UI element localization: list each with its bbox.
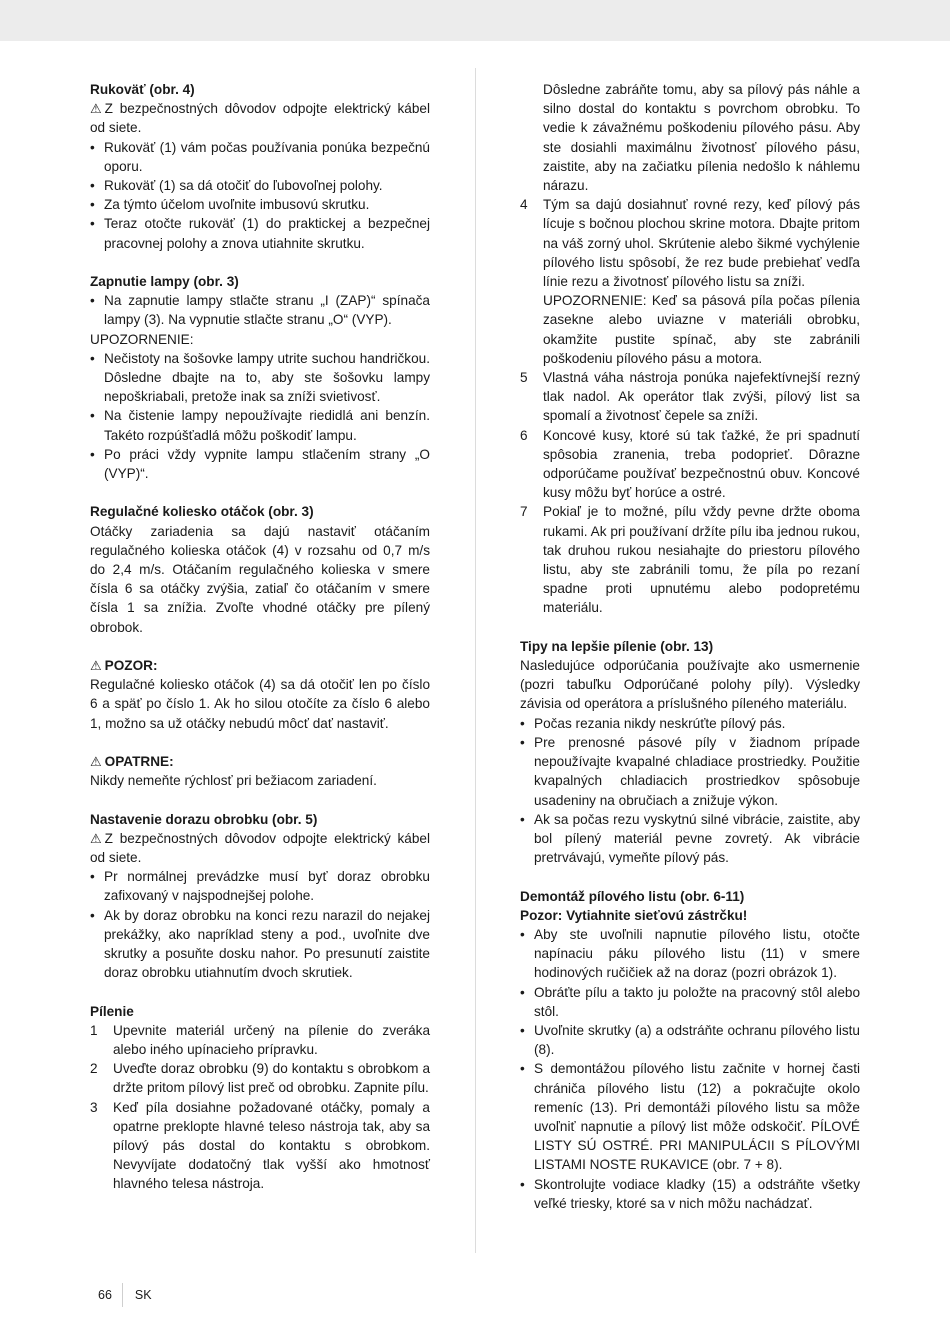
list-item: • Obráťte pílu a takto ju položte na pracovný stôl alebo stôl. (520, 984, 860, 1019)
section-blade-removal (520, 887, 860, 1213)
paragraph: Nasledujúce odporúčania používajte ako usmernenie (pozri tabuľku Odporúčané polohy píly). Výsledky závisia od operátora a príslušného píleného materiálu. (520, 658, 860, 712)
section-sawing-continued (520, 80, 860, 618)
section-subtitle: Pozor: Vytiahnite sieťovú zástrčku! (520, 907, 748, 923)
list-item: • Na zapnutie lampy stlačte stranu „I (ZAP)“ spínača lampy (3). Na vypnutie stlačte stranu „O“ (VYP). (90, 293, 430, 328)
page-footer (98, 1283, 152, 1307)
paragraph: Regulačné koliesko otáčok (4) sa dá otočiť len po číslo 6 a späť po číslo 1. Ak ho silou otočíte za číslo 6 alebo 1, možno sa už otáčky nebudú môcť dať nastaviť. (90, 677, 430, 731)
section-speed-control (90, 502, 430, 636)
warning-triangle-icon: ⚠ (90, 101, 102, 117)
paragraph: Otáčky zariadenia sa dajú nastaviť otáčaním regulačného kolieska otáčok (4) v rozsahu od 0,7 m/s do 2,4 m/s. Otáčaním regulačného kolieska v smere čísla 6 sa otáčky zvýšia, zatiaľ čo otáčaním v smere čísla 1 sa znížia. Zvoľte vhodné otáčky pre pílený obrobok. (90, 523, 430, 635)
list-item: • Rukoväť (1) vám počas používania ponúka bezpečnú oporu. (90, 139, 430, 174)
language-code: SK (134, 1288, 152, 1302)
list-item: • Teraz otočte rukoväť (1) do praktickej a bezpečnej pracovnej polohy a znova utiahnite skrutku. (90, 216, 430, 251)
numbered-item: 2 Uveďte doraz obrobku (9) do kontaktu s obrobkom a držte pritom pílový list preč od obrobku. Zapnite pílu. (90, 1061, 430, 1096)
section-tips (520, 637, 860, 867)
section-title: Demontáž pílového listu (obr. 6-11) (520, 888, 745, 904)
column-divider (475, 68, 476, 1253)
numbered-item: 5 Vlastná váha nástroja ponúka najefektívnejší rezný tlak nadol. Ak operátor tlak zvýši, pílový list sa spomalí a životnosť čepele sa zníži. (520, 370, 860, 424)
list-item: • Po práci vždy vypnite lampu stlačením strany „O (VYP)“. (90, 446, 430, 482)
left-column (90, 80, 430, 1213)
numbered-item: 6 Koncové kusy, ktoré sú tak ťažké, že pri spadnutí spôsobia zranenia, treba podoprieť. Dôrazne odporúčame používať bezpečnostnú obuv. Koncové kusy môžu byť horúce a ostré. (520, 427, 860, 501)
list-item: • Ak by doraz obrobku na konci rezu narazil do nejakej prekážky, ako napríklad steny a pod., uvoľnite dve skrutky a posuňte dosku nahor. Po presunutí zaistite doraz obrobku utiahnutím dvoch skrutiek. (90, 907, 430, 981)
section-sawing (90, 1002, 430, 1194)
section-title: Pílenie (90, 1003, 134, 1019)
warning-text: Z bezpečnostných dôvodov odpojte elektrický kábel od siete. (90, 101, 430, 136)
warning-paragraph: ⚠ Z bezpečnostných dôvodov odpojte elektrický kábel od siete. (90, 830, 430, 866)
list-item: • S demontážou pílového listu začnite v hornej časti chrániča pílového listu (12) a pokračujte okolo remeníc (13). Pri demontáži pílového listu sa môže uvoľniť napnutie a pílový list môže odskočiť. PÍLOVÉ LISTY SÚ OSTRÉ. PRI MANIPULÁCII S PÍLOVÝMI LISTAMI NOSTE RUKAVICE (obr. 7 + 8). (520, 1061, 860, 1173)
section-title: Tipy na lepšie pílenie (obr. 13) (520, 638, 714, 654)
warning-triangle-icon: ⚠ (90, 754, 102, 770)
list-item: • Počas rezania nikdy neskrúťte pílový pás. (520, 715, 786, 731)
note-paragraph: UPOZORNENIE: Keď sa pásová píla počas pílenia zasekne alebo uviazne v materiáli obrobku, okamžite pustite spínač, aby ste zabránili poškodeniu pílového pásu a motora. (543, 293, 860, 366)
numbered-item: 3 Keď píla dosiahne požadované otáčky, pomaly a opatrne preklopte hlavné teleso nástroja tak, aby sa pílový pás dostal do kontaktu s obrobkom. Nevyvíjate dodatočný tlak vyšší ako hmotnosť hlavného telesa nástroja. (90, 1099, 430, 1192)
section-title: Nastavenie dorazu obrobku (obr. 5) (90, 811, 318, 827)
top-header-bar (0, 0, 950, 41)
paragraph: Nikdy nemeňte rýchlosť pri bežiacom zariadení. (90, 773, 377, 789)
page-number: 66 (98, 1288, 112, 1302)
list-item: • Aby ste uvoľnili napnutie pílového listu, otočte napínaciu páku pílového listu (11) v smere hodinových ručičiek až na doraz (pozri obrázok 1). (520, 926, 860, 981)
section-opatrne (90, 752, 430, 790)
section-handle (90, 80, 430, 253)
list-item: • Pre prenosné pásové píly v žiadnom prípade nepoužívajte kvapalné chladiace prostriedky. Použitie kvapalných chladiacich prostriedkov spôsobuje usadeniny na obručiach a znižuje výkon. (520, 734, 860, 808)
section-title: ⚠ POZOR: (90, 656, 430, 675)
numbered-item: 1 Upevnite materiál určený na pílenie do zveráka alebo iného upínacieho prípravku. (90, 1022, 430, 1058)
list-item: • Ak sa počas rezu vyskytnú silné vibrácie, zaistite, aby bol pílený materiál pevne zovretý. Ak vibrácie pretrvávajú, vymeňte pílový pás. (520, 811, 860, 866)
list-item: • Na čistenie lampy nepoužívajte riedidlá ani benzín. Takéto rozpúšťadlá môžu poškodiť lampu. (90, 408, 430, 443)
note-label: UPOZORNENIE: (90, 331, 194, 347)
list-item: • Skontrolujte vodiace kladky (15) a odstráňte všetky veľké triesky, ktoré sa v nich môžu nachádzať. (520, 1176, 860, 1211)
section-workpiece-stop (90, 810, 430, 983)
footer-divider (122, 1283, 123, 1307)
right-column (520, 80, 860, 1232)
section-title: Regulačné koliesko otáčok (obr. 3) (90, 504, 314, 520)
section-title: ⚠ OPATRNE: (90, 752, 430, 771)
warning-triangle-icon: ⚠ (90, 658, 102, 674)
section-lamp (90, 272, 430, 483)
numbered-item-continuation: Dôsledne zabráňte tomu, aby sa pílový pás náhle a silno dostal do kontaktu s povrchom obrobku. To vedie k závažnému poškodeniu pílového pásu. Aby ste dosiahli maximálnu životnosť pílového pásu, zaistite, aby na začiatku pílenia nedošlo k náhlemu nárazu. (543, 82, 860, 194)
section-title: Rukoväť (obr. 4) (90, 82, 195, 97)
list-item: • Uvoľnite skrutky (a) a odstráňte ochranu pílového listu (8). (520, 1022, 860, 1058)
list-item: • Za týmto účelom uvoľnite imbusovú skrutku. (90, 197, 370, 213)
warning-triangle-icon: ⚠ (90, 830, 102, 846)
section-title: Zapnutie lampy (obr. 3) (90, 274, 239, 290)
list-item: • Pr normálnej prevádzke musí byť doraz obrobku zafixovaný v najspodnejšej polohe. (90, 869, 430, 904)
numbered-item: 4 Tým sa dajú dosiahnuť rovné rezy, keď pílový pás lícuje s bočnou plochou skrine motora. Dbajte pritom na váš zorný uhol. Skrútenie alebo šikmé vychýlenie pílového listu spôsobí, že rez bude prebiehať vedľa línie rezu a životnosť pílového listu sa zníži. (520, 197, 860, 290)
section-pozor (90, 656, 430, 733)
list-item: • Rukoväť (1) sa dá otočiť do ľubovoľnej polohy. (90, 178, 383, 194)
numbered-item: 7 Pokiaľ je to možné, pílu vždy pevne držte oboma rukami. Ak pri používaní držíte pílu iba jednou rukou, tak druhou rukou nesiahajte do priestoru pílového listu, aby ste zabránili tomu, že píla po rezaní spadne proti upnutému alebo podopretému materiálu. (520, 504, 860, 616)
list-item: • Nečistoty na šošovke lampy utrite suchou handričkou. Dôsledne dbajte na to, aby ste šošovku lampy nepoškriabali, pretože inak sa zníži svietivosť. (90, 350, 430, 405)
warning-paragraph (90, 99, 430, 137)
